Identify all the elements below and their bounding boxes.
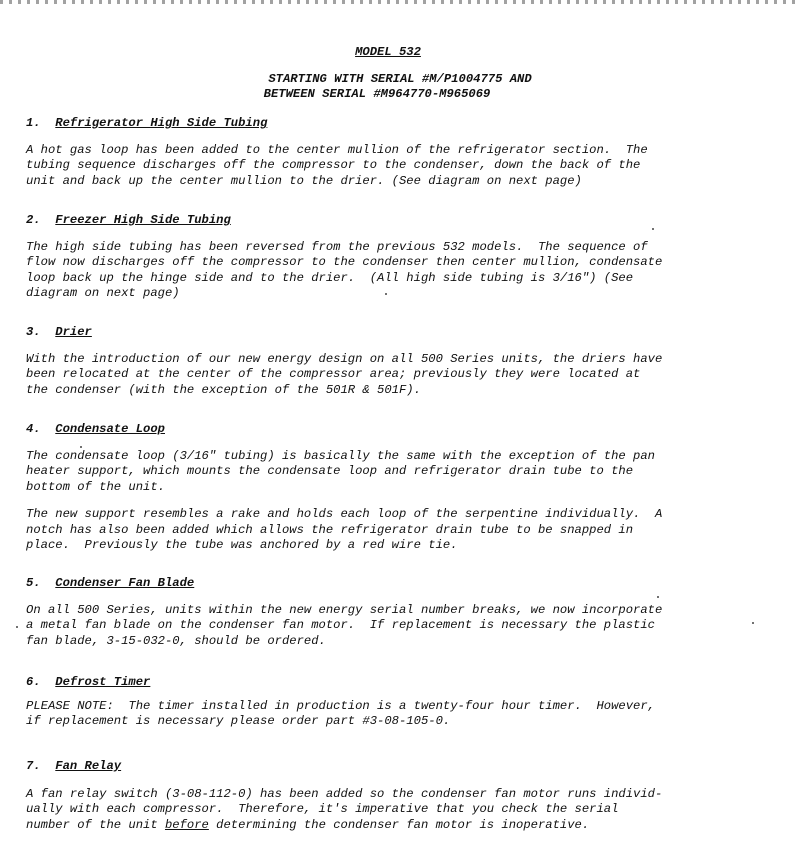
section-number: 4.	[26, 422, 41, 436]
section-fan-relay	[26, 759, 766, 833]
paragraph: A hot gas loop has been added to the center mullion of the refrigerator section. The tubing sequence discharges off the compressor to the condenser, down the back of the unit and back up the center mullion to the drier. (See diagram on next page)	[26, 142, 648, 188]
scan-header-strip	[0, 0, 800, 4]
scan-speck	[657, 596, 659, 598]
section-number: 7.	[26, 759, 41, 773]
section-number: 1.	[26, 116, 41, 130]
paragraph: On all 500 Series, units within the new energy serial number breaks, we now incorporate a metal fan blade on the condenser fan motor. If replacement is necessary the plastic fan blade, 3-15-032-0, should be ordered.	[26, 602, 663, 648]
section-heading	[26, 576, 766, 592]
section-title: Defrost Timer	[55, 675, 151, 689]
paragraph: The new support resembles a rake and holds each loop of the serpentine individually. A notch has also been added which allows the refrigerator drain tube to be snapped in place. Previously the tube was anchored by a red wire tie.	[26, 507, 663, 552]
paragraph: The high side tubing has been reversed from the previous 532 models. The sequence of flow now discharges off the compressor to the condenser then center mullion, condensate loop back up the hinge side and to the drier. (All high side tubing is 3/16") (See diagram on next page)	[26, 239, 663, 300]
section-title: Refrigerator High Side Tubing	[55, 116, 268, 130]
serial-line-1: STARTING WITH SERIAL #M/P1004775 AND	[268, 72, 532, 86]
paragraph: With the introduction of our new energy design on all 500 Series units, the driers have been relocated at the center of the compressor area; previously they were located at the condenser (with the exception of the 501R & 501F).	[26, 351, 663, 397]
section-title: Fan Relay	[55, 759, 122, 773]
scan-speck	[752, 622, 754, 624]
section-heading	[26, 675, 766, 691]
section-heading	[26, 213, 766, 229]
section-heading	[26, 116, 766, 132]
section-freezer-high-side-tubing	[26, 213, 766, 302]
paragraph: PLEASE NOTE: The timer installed in production is a twenty-four hour timer. However, if replacement is necessary please order part #3-08-105-0.	[26, 698, 655, 728]
section-heading	[26, 422, 766, 438]
section-number: 6.	[26, 675, 41, 689]
section-title: Condensate Loop	[55, 422, 165, 436]
scan-speck	[16, 626, 18, 628]
section-drier	[26, 325, 766, 398]
section-condensate-loop	[26, 422, 766, 554]
model-title: MODEL 532	[355, 45, 421, 59]
section-number: 3.	[26, 325, 41, 339]
section-heading	[26, 759, 766, 775]
section-number: 5.	[26, 576, 41, 590]
section-number: 2.	[26, 213, 41, 227]
section-title: Drier	[55, 325, 92, 339]
section-title: Condenser Fan Blade	[55, 576, 195, 590]
scan-speck	[80, 446, 82, 448]
section-refrigerator-high-side-tubing	[26, 116, 766, 189]
serial-line-2: BETWEEN SERIAL #M964770-M965069	[263, 87, 491, 101]
section-title: Freezer High Side Tubing	[55, 213, 231, 227]
section-condenser-fan-blade	[26, 576, 766, 649]
paragraph: A fan relay switch (3-08-112-0) has been added so the condenser fan motor runs individ- ually with each compressor. Therefore, it's imperative that you check the serial number of the unit before determining the condenser fan motor is inoperative.	[26, 786, 663, 832]
paragraph: The condensate loop (3/16" tubing) is basically the same with the exception of the pan heater support, which mounts the condensate loop and refrigerator drain tube to the bottom of the unit.	[26, 448, 655, 494]
emphasis-before: before	[164, 817, 209, 832]
scan-speck	[652, 228, 654, 230]
section-heading	[26, 325, 766, 341]
scan-speck	[385, 293, 387, 295]
section-defrost-timer	[26, 675, 766, 730]
